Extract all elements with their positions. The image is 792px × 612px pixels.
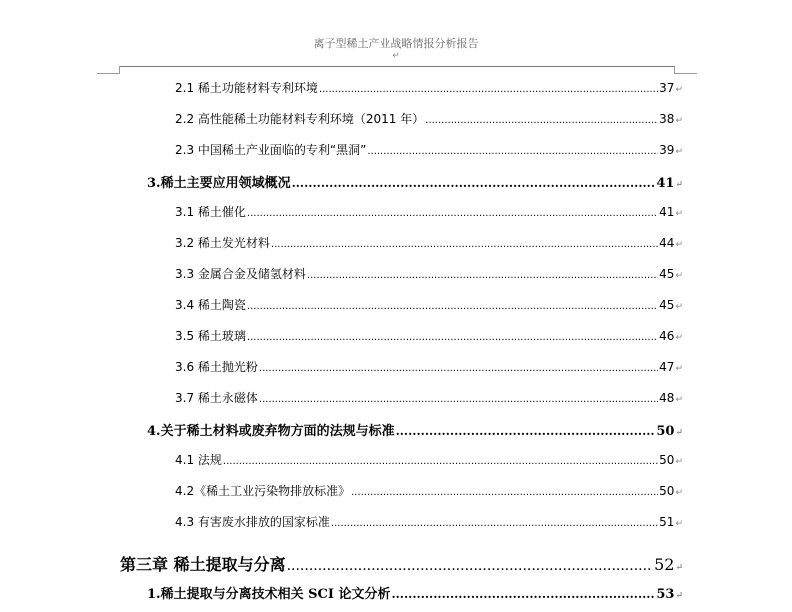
paragraph-mark-icon: ↵ [675,85,683,95]
toc-entry[interactable] [175,482,683,499]
toc-entry[interactable] [175,265,683,282]
paragraph-mark-icon: ↵ [675,395,683,405]
toc-entry-title: 4.关于稀土材料或废弃物方面的法规与标准 [147,424,395,439]
toc-entry-title: 2.2 高性能稀土功能材料专利环境（2011 年） [175,112,425,126]
paragraph-mark-icon: ↵ [675,428,683,438]
toc-dot-leader [396,424,656,438]
toc-entry-title: 3.2 稀土发光材料 [175,236,270,250]
paragraph-mark-icon: ↵ [675,271,683,281]
toc-dot-leader [367,146,658,157]
toc-entry[interactable] [147,172,683,191]
toc-entry-page-number: 37 [659,81,675,95]
toc-dot-leader [425,115,658,126]
toc-entry-page-number: 47 [659,360,675,374]
toc-dot-leader [247,332,658,343]
toc-entry[interactable] [175,234,683,251]
toc-entry-page-number: 44 [659,236,675,250]
paragraph-mark-icon: ↵ [675,563,683,573]
header-corner-left [97,66,120,74]
toc-entry-title: 2.1 稀土功能材料专利环境 [175,81,318,95]
toc-entry[interactable] [175,141,683,158]
toc-entry-page-number: 41 [656,176,675,191]
toc-entry[interactable] [147,583,683,602]
paragraph-mark-icon: ↵ [675,116,683,126]
toc-entry[interactable] [175,327,683,344]
paragraph-mark-icon: ↵ [675,180,683,190]
toc-entry-title: 3.1 稀土催化 [175,205,246,219]
toc-entry-page-number: 39 [659,143,675,157]
toc-dot-leader [307,270,658,281]
toc-entry-title: 4.2《稀土工业污染物排放标准》 [175,484,351,498]
toc-dot-leader [292,176,656,190]
toc-dot-leader [223,456,658,467]
toc-entry[interactable] [175,513,683,530]
toc-entry-page-number: 45 [659,267,675,281]
toc-entry-page-number: 38 [659,112,675,126]
paragraph-mark-icon: ↵ [675,209,683,219]
toc-dot-leader [319,84,658,95]
paragraph-mark-icon: ↵ [392,51,400,61]
toc-dot-leader [247,208,658,219]
toc-entry-page-number: 51 [659,515,675,529]
toc-entry[interactable] [175,296,683,313]
toc-entry-title: 3.稀土主要应用领域概况 [147,176,291,191]
toc-dot-leader [331,518,658,529]
toc-entry-page-number: 45 [659,298,675,312]
toc-entry-page-number: 41 [659,205,675,219]
toc-entry-page-number: 50 [659,484,675,498]
paragraph-mark-icon: ↵ [675,591,683,601]
toc-dot-leader [287,558,654,574]
paragraph-mark-icon: ↵ [675,333,683,343]
toc-entry-title: 3.6 稀土抛光粉 [175,360,258,374]
toc-entry-title: 3.5 稀土玻璃 [175,329,246,343]
toc-dot-leader [259,394,658,405]
toc-entry[interactable] [175,203,683,220]
toc-entry[interactable] [175,79,683,96]
toc-dot-leader [247,301,658,312]
toc-entry[interactable] [175,358,683,375]
toc-dot-leader [271,239,658,250]
paragraph-mark-icon: ↵ [675,364,683,374]
paragraph-mark-icon: ↵ [675,519,683,529]
toc-entry-title: 1.稀土提取与分离技术相关 SCI 论文分析 [147,587,391,602]
toc-entry-page-number: 50 [656,424,675,439]
toc-entry-title: 4.1 法规 [175,453,222,467]
toc-entry-page-number: 53 [656,587,675,602]
toc-entry[interactable] [120,552,683,575]
toc-entry-page-number: 50 [659,453,675,467]
paragraph-mark-icon: ↵ [675,488,683,498]
paragraph-mark-icon: ↵ [675,240,683,250]
toc-entry[interactable] [175,110,683,127]
toc-dot-leader [391,587,655,601]
toc-entry-page-number: 52 [654,555,675,574]
toc-entry-page-number: 48 [659,391,675,405]
toc-entry-title: 第三章 稀土提取与分离 [120,555,286,574]
toc-dot-leader [351,487,658,498]
toc-entry-title: 3.7 稀土永磁体 [175,391,258,405]
page-header-title: 离子型稀土产业战略情报分析报告 [313,37,479,50]
toc-entry-title: 2.3 中国稀土产业面临的专利“黑洞” [175,143,367,157]
paragraph-mark-icon: ↵ [675,457,683,467]
toc-entry-title: 3.4 稀土陶瓷 [175,298,246,312]
toc-entry-page-number: 46 [659,329,675,343]
header-corner-right [674,66,697,74]
toc-entry[interactable] [147,420,683,439]
toc-entry-title: 3.3 金属合金及储氢材料 [175,267,306,281]
toc-entry-title: 4.3 有害废水排放的国家标准 [175,515,330,529]
toc-entry[interactable] [175,389,683,406]
paragraph-mark-icon: ↵ [675,147,683,157]
toc-dot-leader [259,363,658,374]
paragraph-mark-icon: ↵ [675,302,683,312]
toc-entry[interactable] [175,451,683,468]
header-rule [120,66,674,67]
